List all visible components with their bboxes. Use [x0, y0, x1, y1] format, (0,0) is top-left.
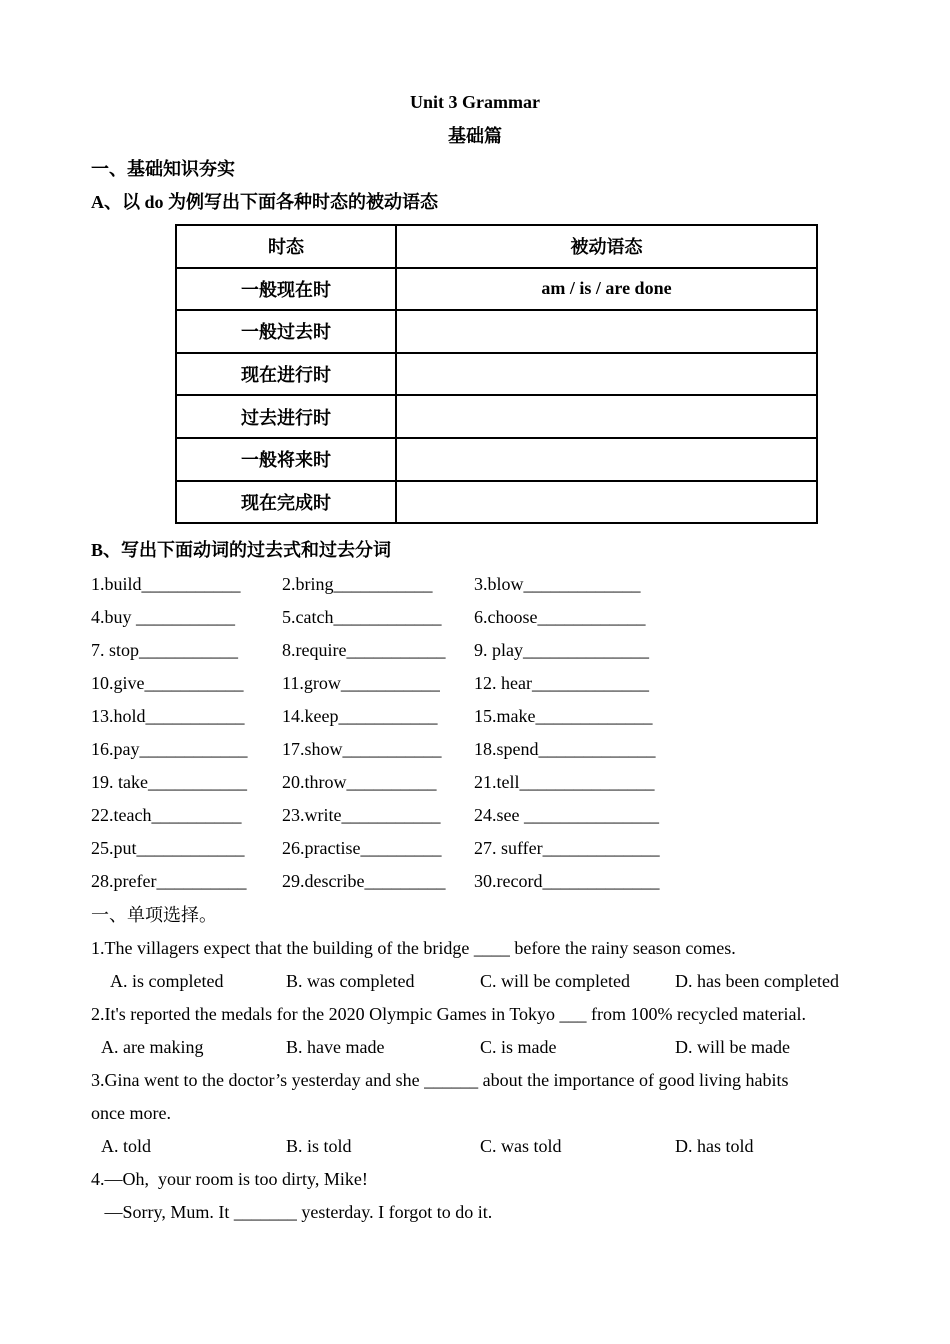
table-row: [176, 310, 817, 353]
question-text: 4.—Oh, your room is too dirty, Mike!: [91, 1169, 368, 1189]
verb-item[interactable]: 20.throw__________: [282, 772, 437, 792]
answer-option[interactable]: B. was completed: [286, 971, 415, 991]
answer-option[interactable]: B. have made: [286, 1037, 385, 1057]
verb-item[interactable]: 2.bring___________: [282, 574, 433, 594]
answer-option[interactable]: D. has been completed: [675, 971, 839, 991]
header-passive: 被动语态: [396, 225, 817, 268]
page-subtitle: 基础篇: [448, 126, 502, 146]
answer-option[interactable]: A. is completed: [110, 971, 224, 991]
tense-cell: 一般过去时: [176, 310, 396, 353]
verb-item[interactable]: 10.give___________: [91, 673, 244, 693]
verb-item[interactable]: 16.pay____________: [91, 739, 248, 759]
answer-option[interactable]: C. was told: [480, 1136, 562, 1156]
passive-cell[interactable]: [396, 353, 817, 396]
verb-item[interactable]: 6.choose____________: [474, 607, 646, 627]
verb-item[interactable]: 25.put____________: [91, 838, 245, 858]
verb-item[interactable]: 19. take___________: [91, 772, 247, 792]
question-text: 1.The villagers expect that the building of the bridge ____ before the rainy season comes.: [91, 938, 736, 958]
part-a-heading: A、以 do 为例写出下面各种时态的被动语态: [91, 192, 439, 212]
verb-item[interactable]: 11.grow___________: [282, 673, 440, 693]
table-row: [176, 268, 817, 311]
tense-cell: 现在进行时: [176, 353, 396, 396]
verb-item[interactable]: 1.build___________: [91, 574, 241, 594]
table-header-row: [176, 225, 817, 268]
verb-item[interactable]: 5.catch____________: [282, 607, 442, 627]
header-tense: 时态: [176, 225, 396, 268]
verb-item[interactable]: 7. stop___________: [91, 640, 239, 660]
question-text: once more.: [91, 1103, 171, 1123]
section-heading-choice: 一、单项选择。: [91, 905, 217, 925]
verb-item[interactable]: 13.hold___________: [91, 706, 245, 726]
answer-option[interactable]: A. told: [101, 1136, 152, 1156]
verb-item[interactable]: 28.prefer__________: [91, 871, 247, 891]
verb-item[interactable]: 18.spend_____________: [474, 739, 656, 759]
verb-item[interactable]: 29.describe_________: [282, 871, 446, 891]
verb-item[interactable]: 8.require___________: [282, 640, 446, 660]
verb-item[interactable]: 4.buy ___________: [91, 607, 235, 627]
verb-item[interactable]: 14.keep___________: [282, 706, 438, 726]
table-row: [176, 395, 817, 438]
tense-cell: 一般现在时: [176, 268, 396, 311]
verb-item[interactable]: 24.see _______________: [474, 805, 659, 825]
verb-item[interactable]: 23.write___________: [282, 805, 441, 825]
verb-item[interactable]: 17.show___________: [282, 739, 442, 759]
question-text: 2.It's reported the medals for the 2020 Olympic Games in Tokyo ___ from 100% recycled material.: [91, 1004, 806, 1024]
passive-voice-table: [175, 224, 818, 524]
verb-item[interactable]: 27. suffer_____________: [474, 838, 660, 858]
answer-option[interactable]: A. are making: [101, 1037, 204, 1057]
verb-item[interactable]: 30.record_____________: [474, 871, 660, 891]
passive-cell[interactable]: [396, 310, 817, 353]
tense-cell: 过去进行时: [176, 395, 396, 438]
verb-item[interactable]: 22.teach__________: [91, 805, 242, 825]
passive-cell[interactable]: [396, 438, 817, 481]
passive-cell[interactable]: am / is / are done: [396, 268, 817, 311]
verb-item[interactable]: 15.make_____________: [474, 706, 653, 726]
table-row: [176, 353, 817, 396]
verb-item[interactable]: 26.practise_________: [282, 838, 442, 858]
question-text: —Sorry, Mum. It _______ yesterday. I forgot to do it.: [91, 1202, 493, 1222]
verb-item[interactable]: 3.blow_____________: [474, 574, 641, 594]
passive-cell[interactable]: [396, 481, 817, 524]
answer-option[interactable]: B. is told: [286, 1136, 352, 1156]
verb-item[interactable]: 9. play______________: [474, 640, 649, 660]
answer-option[interactable]: D. has told: [675, 1136, 754, 1156]
verb-item[interactable]: 12. hear_____________: [474, 673, 649, 693]
page-title: Unit 3 Grammar: [410, 92, 540, 112]
part-b-heading: B、写出下面动词的过去式和过去分词: [91, 540, 392, 560]
table-row: [176, 481, 817, 524]
answer-option[interactable]: C. will be completed: [480, 971, 630, 991]
passive-cell[interactable]: [396, 395, 817, 438]
tense-cell: 一般将来时: [176, 438, 396, 481]
answer-option[interactable]: C. is made: [480, 1037, 557, 1057]
verb-item[interactable]: 21.tell_______________: [474, 772, 655, 792]
table-row: [176, 438, 817, 481]
answer-option[interactable]: D. will be made: [675, 1037, 790, 1057]
question-text: 3.Gina went to the doctor’s yesterday and she ______ about the importance of good living habits: [91, 1070, 789, 1090]
tense-cell: 现在完成时: [176, 481, 396, 524]
section-heading-basics: 一、基础知识夯实: [91, 159, 235, 179]
